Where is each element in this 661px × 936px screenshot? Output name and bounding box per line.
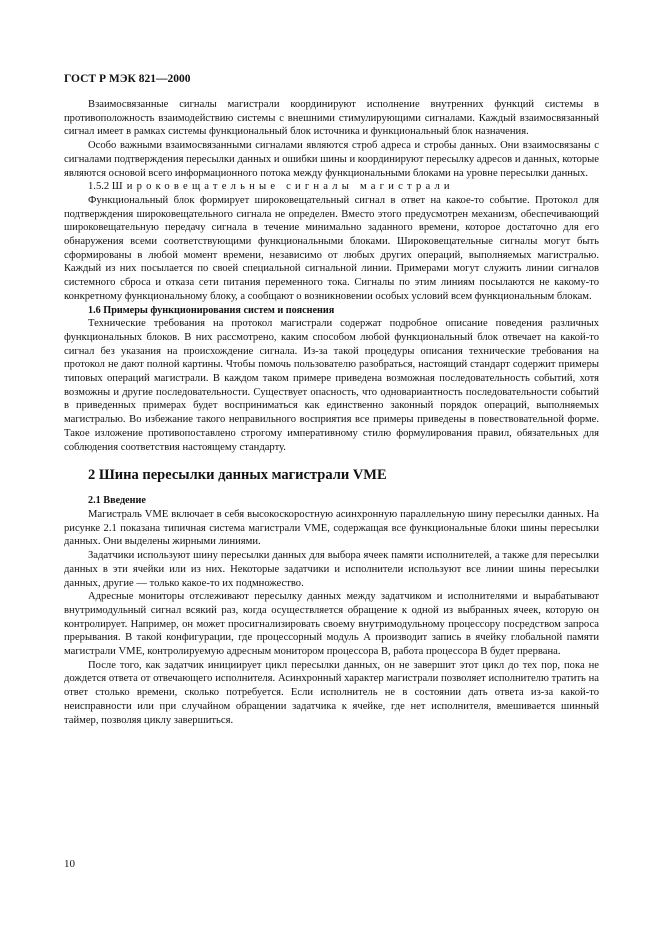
paragraph: Технические требования на протокол магистрали содержат подробное описание поведения различных функциональных блоков. В них рассмотрено, каким способом любой функциональный блок отвечает на какой-то сигнал без указания на происхождение сигнала. Из-за такой процедуры описания технические требования на протокол не дают полной картины. Чтобы помочь пользователю разобраться, настоящий стандарт содержит примеры типовых операций магистрали. В каждом таком примере приведена возможная последовательность событий, хотя возможны и другие последовательности. Существует опасность, что одновариантность последовательности событий в приведенных примерах будет восприниматься как единственно законный порядок операций, выполняемых магистралью. Во избежание такого неправильного восприятия все примеры приведены в повествовательной форме. Такое изложение противопоставлено строгому императивному стилю формулирования правил, обязательных для соблюдения соответствия настоящему стандарту.: [64, 318, 599, 453]
paragraph: Особо важными взаимосвязанными сигналами являются строб адреса и стробы данных. Они взаимосвязаны с сигналами подтверждения пересылки данных и ошибки шины и координируют пересылку адресов и данных, которые являются основой всего информационного потока между функциональными блоками на уровне пересылки данных.: [64, 140, 599, 179]
paragraph: После того, как задатчик инициирует цикл пересылки данных, он не завершит этот цикл до тех пор, пока не дождется ответа от отвечающего исполнителя. Асинхронный характер магистрали позволяет исполнителю тратить на ответ столько времени, сколько потребуется. Если исполнитель не в состоянии дать ответа из-за какой-то неисправности или при случайном обращении задатчика к ячейке, где нет исполнителя, вмешивается шинный таймер, позволяя циклу завершиться.: [64, 659, 599, 726]
paragraph: Взаимосвязанные сигналы магистрали координируют исполнение внутренних функций системы в противоположность взаимодействию системы с внешними стимулирующими сигналами. Каждый взаимосвязанный сигнал имеет в рамках системы функциональный блок источника и функциональный блок назначения.: [64, 99, 599, 138]
subsection-heading-1-5-2: [64, 180, 599, 194]
page-header: ГОСТ Р МЭК 821—2000: [64, 73, 191, 85]
subsection-number: 1.5.2: [88, 181, 110, 193]
page-number: 10: [64, 858, 75, 870]
paragraph: Магистраль VME включает в себя высокоскоростную асинхронную параллельную шину пересылки данных. На рисунке 2.1 показана типичная система магистрали VME, содержащая все функциональные блоки шины пересылки данных. Они выделены жирными линиями.: [64, 508, 599, 548]
paragraph: Функциональный блок формирует широковещательный сигнал в ответ на какое-то событие. Протокол для подтверждения широковещательного сигнала не определен. Вместо этого предусмотрен механизм, обеспечивающий широковещательную передачу сигнала в течение минимально заданного времени, которое достаточно для его обнаружения всеми соответствующими функциональными блоками. Широковещательные сигналы могут быть сформированы в любой момент времени, независимо от любых других операций, выполняемых магистралью. Каждый из них посылается по своей специальной сигнальной линии. Примерами могут служить линии сигналов системного сброса и отказа сети питания переменного тока. Сигналы по этим линиям посылаются не какому-то конкретному функциональному блоку, а сообщают о возникновении особых условий всем функциональным блокам.: [64, 194, 599, 302]
section-heading-2: 2 Шина пересылки данных магистрали VME: [88, 467, 387, 484]
document-body: [64, 98, 599, 727]
subsection-heading-1-6: 1.6 Примеры функционирования систем и пояснения: [88, 304, 335, 316]
paragraph: Адресные мониторы отслеживают пересылку данных между задатчиком и исполнителями и вырабатывают внутримодульный сигнал всякий раз, когда осуществляется обращение к одной из выбранных ячеек, которую он контролирует. Например, он может просигнализировать своему внутримодульному процессору посредством запроса прерывания. В такой конфигурации, где процессорный модуль А производит запись в ячейку глобальной памяти магистрали VME, контролируемую адресным монитором процессора В, работа процессора В будет прервана.: [64, 591, 599, 658]
subsection-heading-2-1: 2.1 Введение: [88, 495, 146, 507]
paragraph: Задатчики используют шину пересылки данных для выбора ячеек памяти исполнителей, а также для пересылки данных в эти ячейки или из них. Некоторые задатчики и исполнители используют все линии шины пересылки данных, другие — только какое-то их подмножество.: [64, 550, 599, 589]
subsection-title: Широковещательные сигналы магистрали: [111, 181, 454, 193]
